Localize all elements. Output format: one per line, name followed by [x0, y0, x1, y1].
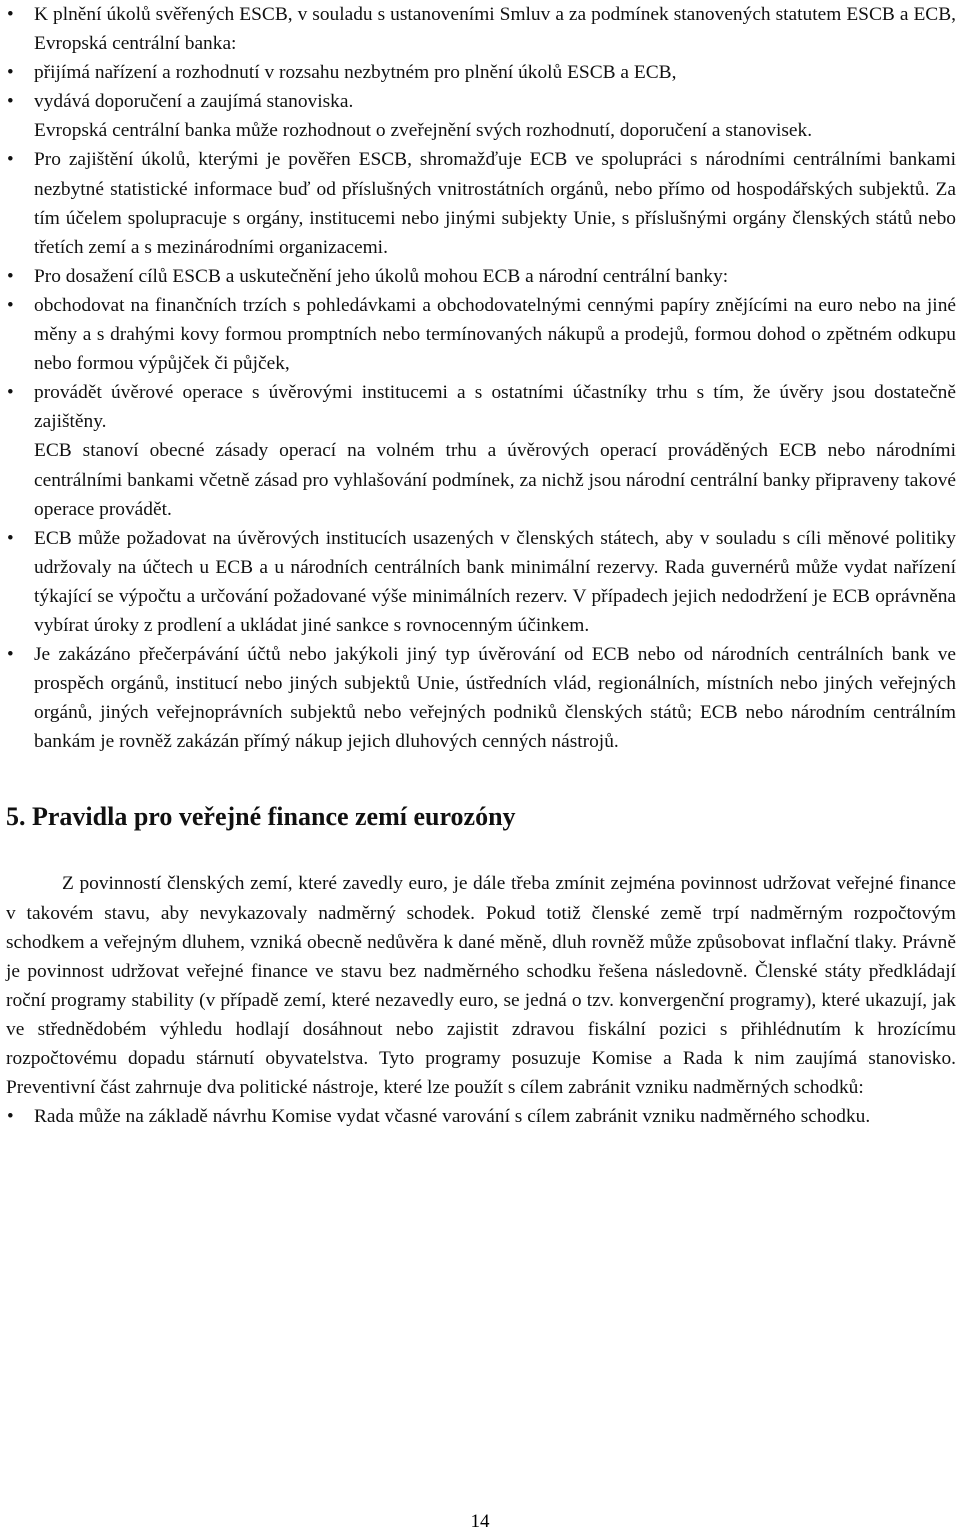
document-page	[6, 0, 956, 1131]
list-item	[6, 87, 956, 116]
list-item-text: přijímá nařízení a rozhodnutí v rozsahu nezbytném pro plnění úkolů ESCB a ECB,	[34, 62, 677, 84]
bullet-icon: •	[7, 149, 14, 171]
bullet-icon: •	[7, 91, 14, 113]
bullet-icon: •	[7, 294, 14, 316]
bullet-icon: •	[7, 4, 14, 25]
bullet-icon: •	[7, 62, 14, 84]
body-paragraph: Z povinností členských zemí, které zavedly euro, je dále třeba zmínit zejména povinnost udržovat veřejné finance v takovém stavu, aby nevykazovaly nadměrný schodek. Pokud totiž členské země trpí nadměrným rozpočtovým schodkem a veřejným dluhem, vzniká obecně nedůvěra k dané měně, dluh rovněž může způsobovat inflační tlaky. Právně je povinnost udržovat veřejné finance ve stavu bez nadměrného schodku řešena následovně. Členské státy předkládají roční programy stability (v případě zemí, které nezavedly euro, se jedná o tzv. konvergenční programy), které ukazují, jak ve střednědobém výhledu hodlají dosáhnout nebo zajistit zdravou fiskální pozici s přihlédnutím k hrozícímu rozpočtovému dopadu stárnutí obyvatelstva. Tyto programy posuzuje Komise a Rada k nim zaujímá stanovisko. Preventivní část zahrnuje dva politické nástroje, které lze použít s cílem zabránit vzniku nadměrných schodků:	[6, 873, 956, 1099]
bullet-icon: •	[7, 265, 14, 287]
list-item	[6, 145, 956, 261]
list-item-text: ECB může požadovat na úvěrových institucích usazených v členských státech, aby v souladu s cíli měnové politiky udržovaly na účtech u ECB a u národních centrálních bank minimální rezervy. Rada guvernérů může vydat nařízení týkající se výpočtu a určování požadované výše minimálních rezerv. V případech jejich nedodržení je ECB oprávněna vybírat úroky z prodlení a ukládat jiné sankce s rovnocenným účinkem.	[34, 527, 956, 636]
bullet-icon: •	[7, 382, 14, 404]
list-item	[6, 1102, 956, 1131]
section-heading: 5. Pravidla pro veřejné finance zemí eurozóny	[6, 802, 516, 832]
list-item	[6, 58, 956, 87]
plain-paragraph: ECB stanoví obecné zásady operací na volném trhu a úvěrových operací prováděných ECB nebo národními centrálními bankami včetně zásad pro vyhlašování podmínek, za nichž jsou národní centrální banky připraveny takové operace provádět.	[34, 440, 956, 520]
list-item	[6, 0, 956, 58]
list-item-text: K plnění úkolů svěřených ESCB, v souladu s ustanoveními Smluv a za podmínek stanovených statutem ESCB a ECB, Evropská centrální banka:	[34, 4, 956, 55]
bullet-icon: •	[7, 1106, 14, 1128]
list-item-text: Rada může na základě návrhu Komise vydat včasné varování s cílem zabránit vzniku nadměrného schodku.	[34, 1106, 871, 1128]
list-item-text: provádět úvěrové operace s úvěrovými institucemi a s ostatními účastníky trhu s tím, že úvěry jsou dostatečně zajištěny.	[34, 382, 956, 433]
list-item-text: Pro zajištění úkolů, kterými je pověřen ESCB, shromažďuje ECB ve spolupráci s národními centrálními bankami nezbytné statistické informace buď od příslušných vnitrostátních orgánů, nebo přímo od hospodářských subjektů. Za tím účelem spolupracuje s orgány, institucemi nebo jinými subjekty Unie, s příslušnými orgány členských států nebo třetích zemí a s mezinárodními organizacemi.	[34, 149, 956, 258]
list-item	[6, 524, 956, 640]
list-item	[6, 640, 956, 756]
list-item	[6, 378, 956, 436]
page-number: 14	[470, 1511, 490, 1532]
list-item	[6, 291, 956, 378]
list-item-text: Pro dosažení cílů ESCB a uskutečnění jeho úkolů mohou ECB a národní centrální banky:	[34, 265, 729, 287]
plain-paragraph: Evropská centrální banka může rozhodnout o zveřejnění svých rozhodnutí, doporučení a stanovisek.	[34, 120, 813, 142]
list-item	[6, 262, 956, 291]
bullet-icon: •	[7, 644, 14, 666]
list-item-text: vydává doporučení a zaujímá stanoviska.	[34, 91, 354, 113]
list-item-text: Je zakázáno přečerpávání účtů nebo jakýkoli jiný typ úvěrování od ECB nebo od národních centrálních bank ve prospěch orgánů, institucí nebo jiných subjektů Unie, ústředních vlád, regionálních, místních nebo jiných veřejných orgánů, jiných veřejnoprávních subjektů nebo veřejných podniků členských států; ECB nebo národním centrálním bankám je rovněž zakázán přímý nákup jejich dluhových cenných nástrojů.	[34, 644, 956, 753]
bullet-icon: •	[7, 527, 14, 549]
list-item-text: obchodovat na finančních trzích s pohledávkami a obchodovatelnými cennými papíry znějícími na euro nebo na jiné měny a s drahými kovy formou promptních nebo termínovaných nákupů a prodejů, formou dohod o zpětném odkupu nebo formou výpůjček či půjček,	[34, 294, 956, 375]
